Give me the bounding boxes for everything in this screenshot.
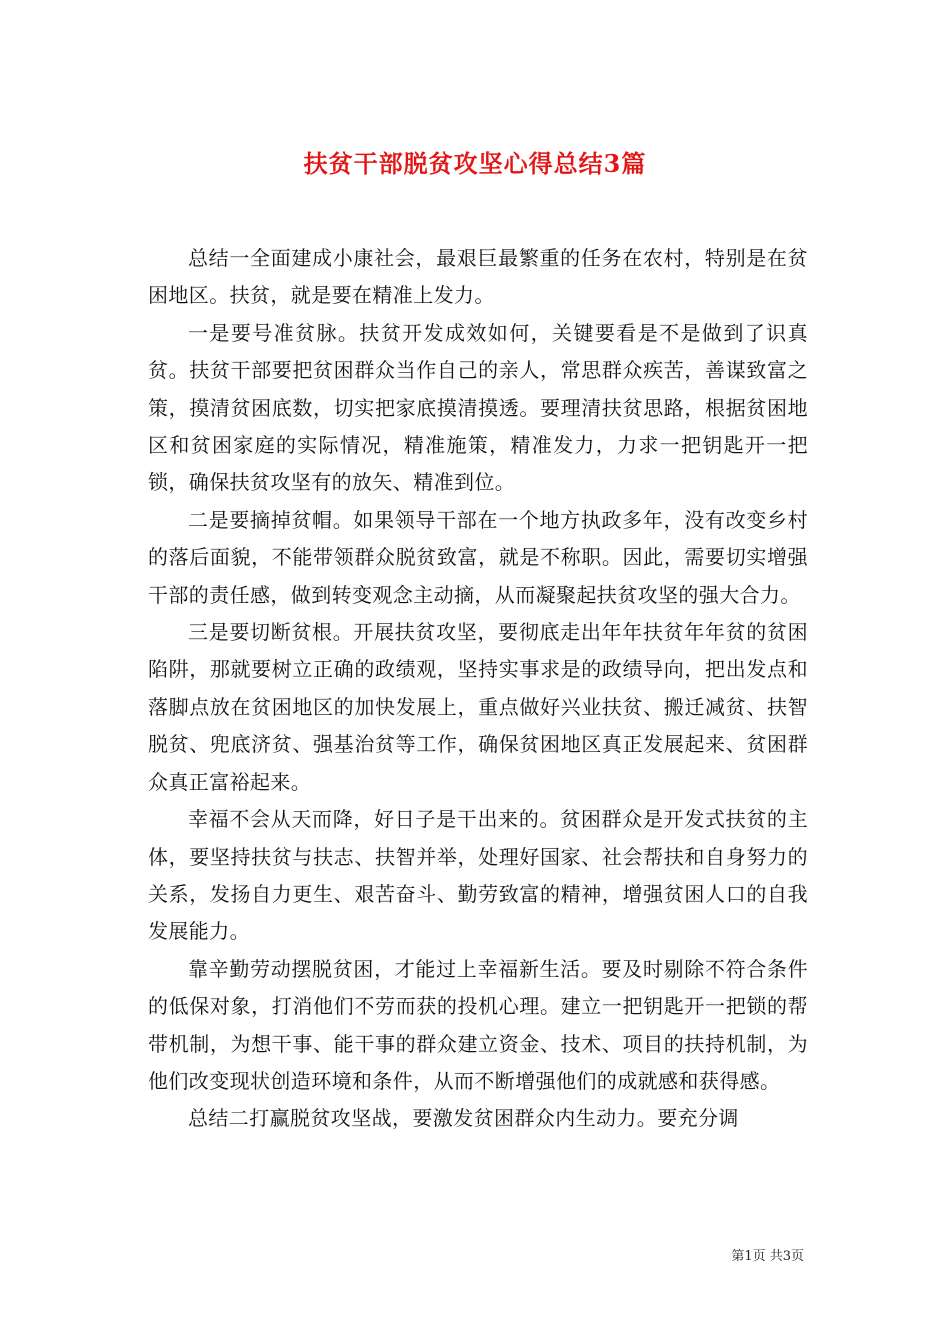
paragraph: 幸福不会从天而降，好日子是干出来的。贫困群众是开发式扶贫的主体，要坚持扶贫与扶志、扶智并举，处理好国家、社会帮扶和自身努力的关系，发扬自力更生、艰苦奋斗、勤劳致富的精神，增强贫困人口的自我发展能力。 xyxy=(148,807,808,944)
paragraph: 三是要切断贫根。开展扶贫攻坚，要彻底走出年年扶贫年年贫的贫困陷阱，那就要树立正确的政绩观，坚持实事求是的政绩导向，把出发点和落脚点放在贫困地区的加快发展上，重点做好兴业扶贫、搬迁减贫、扶智脱贫、兜底济贫、强基治贫等工作，确保贫困地区真正发展起来、贫困群众真正富裕起来。 xyxy=(148,620,808,794)
paragraph: 总结一全面建成小康社会，最艰巨最繁重的任务在农村，特别是在贫困地区。扶贫，就是要在精准上发力。 xyxy=(148,246,808,308)
paragraph: 二是要摘掉贫帽。如果领导干部在一个地方执政多年，没有改变乡村的落后面貌，不能带领群众脱贫致富，就是不称职。因此，需要切实增强干部的责任感，做到转变观念主动摘，从而凝聚起扶贫攻坚的强大合力。 xyxy=(148,507,808,607)
document-body xyxy=(148,240,808,1138)
paragraph: 靠辛勤劳动摆脱贫困，才能过上幸福新生活。要及时剔除不符合条件的低保对象，打消他们不劳而获的投机心理。建立一把钥匙开一把锁的帮带机制，为想干事、能干事的群众建立资金、技术、项目的扶持机制，为他们改变现状创造环境和条件，从而不断增强他们的成就感和获得感。 xyxy=(148,956,808,1093)
page-number: 第1页 共3页 xyxy=(731,1249,804,1264)
document-title: 扶贫干部脱贫攻坚心得总结3篇 xyxy=(303,149,647,179)
paragraph: 总结二打赢脱贫攻坚战，要激发贫困群众内生动力。要充分调 xyxy=(188,1106,739,1131)
paragraph: 一是要号准贫脉。扶贫开发成效如何，关键要看是不是做到了识真贫。扶贫干部要把贫困群众当作自己的亲人，常思群众疾苦，善谋致富之策，摸清贫困底数，切实把家底摸清摸透。要理清扶贫思路，根据贫困地区和贫困家庭的实际情况，精准施策，精准发力，力求一把钥匙开一把锁，确保扶贫攻坚有的放矢、精准到位。 xyxy=(148,320,808,495)
